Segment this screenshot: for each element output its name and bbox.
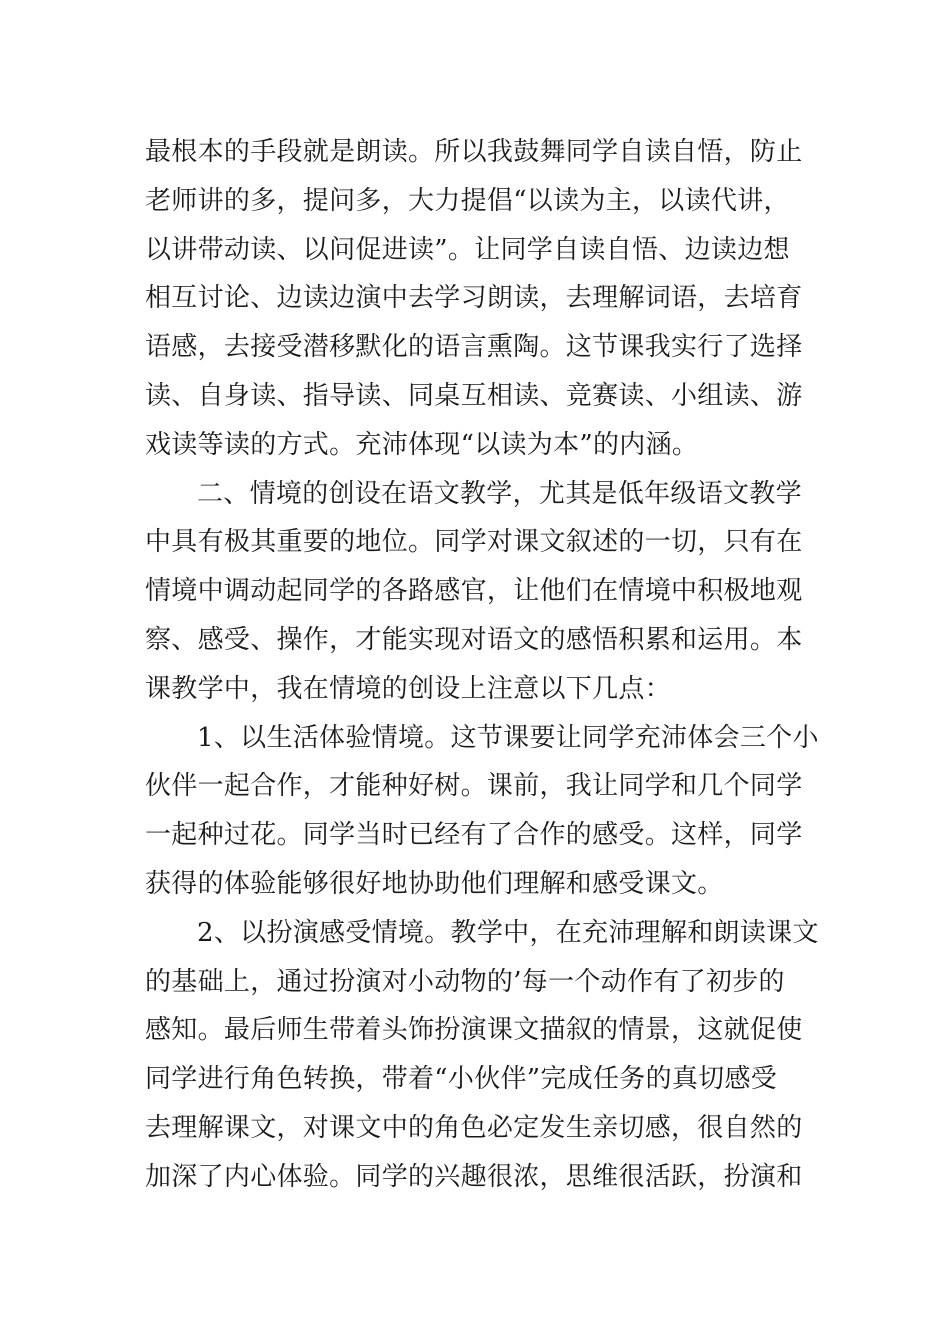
- text-line: 感知。最后师生带着头饰扮演课文描叙的情景，这就促使: [145, 1015, 803, 1046]
- text-line: 同学进行角色转换，带着“小伙伴”完成任务的真切感受: [145, 1064, 778, 1095]
- text-line: 一起种过花。同学当时已经有了合作的感受。这样，同学: [145, 820, 803, 851]
- text-line: 最根本的手段就是朗读。所以我鼓舞同学自读自悟，防止: [145, 137, 803, 167]
- text-line: 相互讨论、边读边演中去学习朗读，去理解词语，去培育: [145, 283, 803, 314]
- text-line: 的基础上，通过扮演对小动物的’每一个动作有了初步的: [145, 966, 785, 997]
- text-line: 伙伴一起合作，才能种好树。课前，我让同学和几个同学: [145, 771, 803, 802]
- text-line: 读、自身读、指导读、同桌互相读、竞赛读、小组读、游: [145, 380, 803, 411]
- paragraph-start-line: 2、以扮演感受情境。教学中，在充沛理解和朗读课文: [197, 917, 819, 948]
- text-line: 情境中调动起同学的各路感官，让他们在情境中积极地观: [145, 576, 803, 607]
- paragraph-start-line: 1、以生活体验情境。这节课要让同学充沛体会三个小: [197, 722, 819, 753]
- text-line: 以讲带动读、以问促进读”。让同学自读自悟、边读边想: [145, 234, 790, 265]
- text-line: 课教学中，我在情境的创设上注意以下几点：: [145, 673, 672, 704]
- text-line: 戏读等读的方式。充沛体现“以读为本”的内涵。: [145, 429, 699, 460]
- text-line: 老师讲的多，提问多，大力提倡“以读为主，以读代讲，: [145, 185, 790, 216]
- text-line: 加深了内心体验。同学的兴趣很浓，思维很活跃，扮演和: [145, 1161, 803, 1192]
- text-line: 察、感受、操作，才能实现对语文的感悟积累和运用。本: [145, 624, 803, 655]
- body-text: [145, 128, 819, 1202]
- text-line: 语感，去接受潜移默化的语言熏陶。这节课我实行了选择: [145, 332, 803, 363]
- text-line: 去理解课文，对课文中的角色必定发生亲切感，很自然的: [145, 1112, 803, 1143]
- text-line: 获得的体验能够很好地协助他们理解和感受课文。: [145, 868, 724, 899]
- text-line: 中具有极其重要的地位。同学对课文叙述的一切，只有在: [145, 527, 803, 558]
- paragraph-start-line: 二、情境的创设在语文教学，尤其是低年级语文教学: [197, 478, 802, 509]
